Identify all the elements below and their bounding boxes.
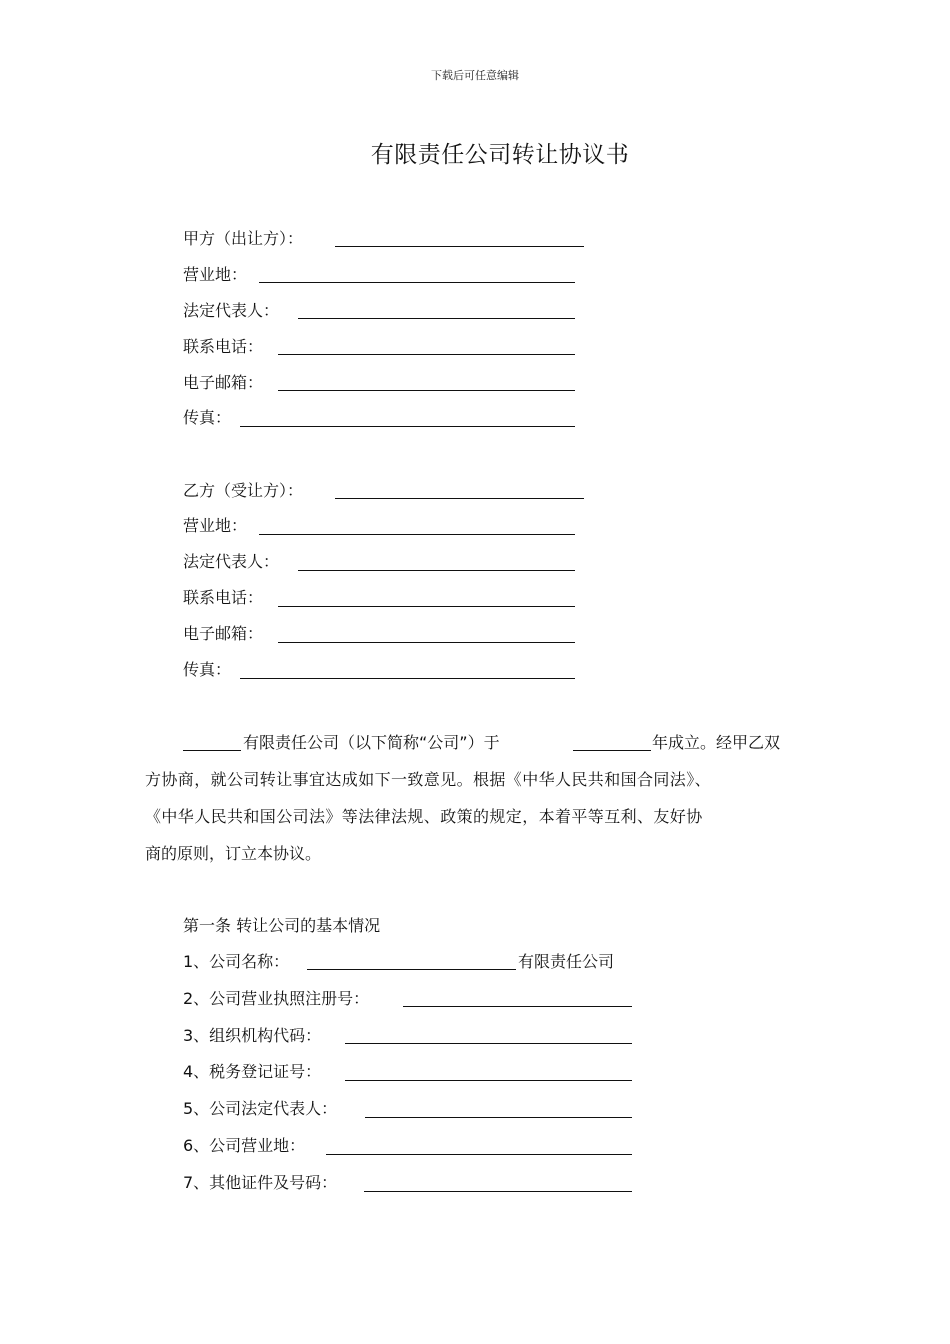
party-b-phone-blank[interactable] <box>278 606 575 607</box>
party-a-phone-blank[interactable] <box>278 354 575 355</box>
party-a-fax-label: 传真： <box>183 408 232 427</box>
article-1-item-business-address-label: 6、公司营业地： <box>183 1136 306 1155</box>
article-1-item-legal-rep-blank[interactable] <box>365 1117 632 1118</box>
intro-segment-2: 年成立。经甲乙双 <box>652 733 781 752</box>
party-a-business-address-blank[interactable] <box>259 282 575 283</box>
article-1-item-license-blank[interactable] <box>403 1006 632 1007</box>
article-1-item-legal-rep-label: 5、公司法定代表人： <box>183 1099 338 1118</box>
party-b-legal-rep-blank[interactable] <box>298 570 575 571</box>
party-a-fax-blank[interactable] <box>240 426 575 427</box>
article-1-item-other-docs-label: 7、其他证件及号码： <box>183 1173 338 1192</box>
party-a-heading: 甲方（出让方）： <box>183 229 304 248</box>
party-b-name-blank[interactable] <box>335 498 584 499</box>
party-a-email-label: 电子邮箱： <box>183 373 264 392</box>
party-b-business-address-label: 营业地： <box>183 516 248 535</box>
intro-line-2: 方协商，就公司转让事宜达成如下一致意见。根据《中华人民共和国合同法》、 <box>145 770 712 789</box>
intro-segment-1: 有限责任公司（以下简称“公司”）于 <box>243 733 500 752</box>
article-1-item-company-name-suffix: 有限责任公司 <box>518 952 615 971</box>
party-a-phone-label: 联系电话： <box>183 337 264 356</box>
article-1-item-company-name-label: 1、公司名称： <box>183 952 290 971</box>
intro-line-3: 《中华人民共和国公司法》等法律法规、政策的规定，本着平等互利、友好协 <box>145 807 703 826</box>
party-b-email-label: 电子邮箱： <box>183 624 264 643</box>
article-1-item-tax-id-blank[interactable] <box>345 1080 632 1081</box>
article-1-item-other-docs-blank[interactable] <box>364 1191 632 1192</box>
party-b-heading: 乙方（受让方）： <box>183 481 304 500</box>
party-b-fax-blank[interactable] <box>240 678 575 679</box>
article-1-item-business-address-blank[interactable] <box>326 1154 632 1155</box>
page-title: 有限责任公司转让协议书 <box>370 142 630 168</box>
party-b-fax-label: 传真： <box>183 660 232 679</box>
company-name-blank[interactable] <box>183 750 241 751</box>
article-1-item-org-code-blank[interactable] <box>345 1043 632 1044</box>
article-1-item-license-label: 2、公司营业执照注册号： <box>183 989 370 1008</box>
article-1-item-org-code-label: 3、组织机构代码： <box>183 1026 322 1045</box>
header-note: 下载后可任意编辑 <box>431 69 519 82</box>
intro-line-4: 商的原则，订立本协议。 <box>145 844 322 863</box>
party-b-phone-label: 联系电话： <box>183 588 264 607</box>
party-b-business-address-blank[interactable] <box>259 534 575 535</box>
article-1-title: 第一条 转让公司的基本情况 <box>183 916 381 935</box>
article-1-item-tax-id-label: 4、税务登记证号： <box>183 1062 322 1081</box>
party-a-email-blank[interactable] <box>278 390 575 391</box>
party-a-name-blank[interactable] <box>335 246 584 247</box>
party-b-legal-rep-label: 法定代表人： <box>183 552 280 571</box>
article-1-item-company-name-blank[interactable] <box>307 969 516 970</box>
party-a-legal-rep-blank[interactable] <box>298 318 575 319</box>
party-a-legal-rep-label: 法定代表人： <box>183 301 280 320</box>
party-a-business-address-label: 营业地： <box>183 265 248 284</box>
party-b-email-blank[interactable] <box>278 642 575 643</box>
founding-year-blank[interactable] <box>573 750 651 751</box>
